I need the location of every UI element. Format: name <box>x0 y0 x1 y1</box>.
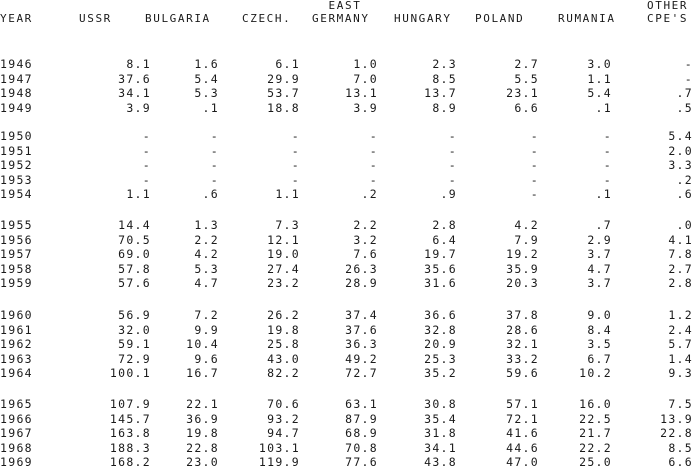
row-year: 1963 <box>0 351 33 366</box>
cell-rumania: .7 <box>595 218 612 232</box>
row-year: 1959 <box>0 276 33 291</box>
cell-other-cpes: 4.1 <box>668 232 693 247</box>
cell-poland: 47.0 <box>506 455 539 470</box>
cell-hungary: 35.2 <box>424 366 457 381</box>
cell-czech: 82.2 <box>267 366 300 381</box>
cell-hungary: 35.6 <box>424 261 457 276</box>
cell-ussr: - <box>142 158 151 173</box>
cell-east-germany: 7.0 <box>353 71 378 86</box>
header-other-cpes-line1: OTHER <box>647 0 689 12</box>
row-year: 1960 <box>0 308 33 322</box>
row-year: 1952 <box>0 158 33 173</box>
row-year: 1962 <box>0 337 33 352</box>
cell-hungary: 43.8 <box>424 455 457 470</box>
cell-other-cpes: 5.7 <box>668 337 693 352</box>
cell-other-cpes: 1.4 <box>668 351 693 366</box>
cell-czech: 23.2 <box>267 276 300 291</box>
cell-ussr: - <box>142 143 151 158</box>
cell-bulgaria: .1 <box>202 100 219 115</box>
cell-czech: - <box>291 172 300 187</box>
cell-ussr: 188.3 <box>109 440 151 455</box>
cell-poland: 19.2 <box>506 247 539 262</box>
cell-rumania: - <box>603 129 612 143</box>
header-east-germany-line2: GERMANY <box>312 12 370 25</box>
cell-ussr: 163.8 <box>109 426 151 441</box>
cell-czech: 27.4 <box>267 261 300 276</box>
cell-other-cpes: 13.9 <box>660 411 693 426</box>
cell-ussr: 14.4 <box>118 218 151 232</box>
row-year: 1967 <box>0 426 33 441</box>
cell-east-germany: 26.3 <box>345 261 378 276</box>
cell-hungary: - <box>448 143 457 158</box>
cell-poland: 32.1 <box>506 337 539 352</box>
cell-hungary: 25.3 <box>424 351 457 366</box>
cell-czech: 25.8 <box>267 337 300 352</box>
cell-rumania: 5.4 <box>587 86 612 101</box>
cell-other-cpes: .2 <box>676 172 693 187</box>
cell-other-cpes: 6.6 <box>668 455 693 470</box>
cell-bulgaria: 23.0 <box>186 455 219 470</box>
row-year: 1957 <box>0 247 33 262</box>
cell-ussr: 1.1 <box>126 187 151 202</box>
cell-bulgaria: 2.2 <box>194 232 219 247</box>
cell-czech: 103.1 <box>258 440 300 455</box>
cell-hungary: 34.1 <box>424 440 457 455</box>
row-year: 1961 <box>0 322 33 337</box>
cell-other-cpes: 22.8 <box>660 426 693 441</box>
cell-bulgaria: - <box>210 129 219 143</box>
cell-other-cpes: 9.3 <box>668 366 693 381</box>
cell-other-cpes: 2.0 <box>668 143 693 158</box>
cell-other-cpes: 3.3 <box>668 158 693 173</box>
cell-east-germany: 28.9 <box>345 276 378 291</box>
cell-poland: 6.6 <box>514 100 539 115</box>
cell-bulgaria: 5.3 <box>194 261 219 276</box>
cell-poland: 33.2 <box>506 351 539 366</box>
cell-bulgaria: - <box>210 143 219 158</box>
cell-ussr: 70.5 <box>118 232 151 247</box>
cell-hungary: 19.7 <box>424 247 457 262</box>
cell-hungary: .9 <box>440 187 457 202</box>
cell-rumania: 3.7 <box>587 247 612 262</box>
cell-bulgaria: 4.2 <box>194 247 219 262</box>
cell-east-germany: 36.3 <box>345 337 378 352</box>
cell-east-germany: 37.4 <box>345 308 378 322</box>
cell-east-germany: .2 <box>361 187 378 202</box>
cell-east-germany: 77.6 <box>345 455 378 470</box>
cell-czech: 119.9 <box>258 455 300 470</box>
cell-poland: - <box>530 129 539 143</box>
cell-rumania: 21.7 <box>579 426 612 441</box>
cell-bulgaria: 22.1 <box>186 397 219 411</box>
cell-hungary: 30.8 <box>424 397 457 411</box>
cell-hungary: - <box>448 172 457 187</box>
row-year: 1947 <box>0 71 33 86</box>
cell-rumania: 3.5 <box>587 337 612 352</box>
cell-rumania: 6.7 <box>587 351 612 366</box>
cell-ussr: 56.9 <box>118 308 151 322</box>
cell-hungary: 13.7 <box>424 86 457 101</box>
cell-poland: 57.1 <box>506 397 539 411</box>
cell-east-germany: 49.2 <box>345 351 378 366</box>
cell-ussr: 57.6 <box>118 276 151 291</box>
cell-hungary: 20.9 <box>424 337 457 352</box>
cell-poland: 23.1 <box>506 86 539 101</box>
cell-other-cpes: 5.4 <box>668 129 693 143</box>
header-bulgaria: BULGARIA <box>145 12 211 25</box>
cell-rumania: 16.0 <box>579 397 612 411</box>
header-czech: CZECH. <box>242 12 292 25</box>
cell-bulgaria: 16.7 <box>186 366 219 381</box>
cell-rumania: 3.0 <box>587 57 612 71</box>
cell-east-germany: 87.9 <box>345 411 378 426</box>
cell-bulgaria: 22.8 <box>186 440 219 455</box>
cell-other-cpes: 1.2 <box>668 308 693 322</box>
cell-ussr: - <box>142 129 151 143</box>
cell-ussr: 145.7 <box>109 411 151 426</box>
cell-bulgaria: 7.2 <box>194 308 219 322</box>
cell-ussr: 69.0 <box>118 247 151 262</box>
row-year: 1953 <box>0 172 33 187</box>
cell-rumania: 3.7 <box>587 276 612 291</box>
cell-poland: 4.2 <box>514 218 539 232</box>
cell-other-cpes: .7 <box>676 86 693 101</box>
header-rumania: RUMANIA <box>558 12 616 25</box>
cell-poland: 5.5 <box>514 71 539 86</box>
cell-rumania: .1 <box>595 187 612 202</box>
cell-other-cpes: - <box>684 71 693 86</box>
cell-czech: 94.7 <box>267 426 300 441</box>
cell-rumania: 10.2 <box>579 366 612 381</box>
cell-hungary: 2.8 <box>432 218 457 232</box>
cell-east-germany: - <box>369 143 378 158</box>
cell-rumania: 22.2 <box>579 440 612 455</box>
row-year: 1969 <box>0 455 33 470</box>
row-year: 1950 <box>0 129 33 143</box>
cell-hungary: 31.8 <box>424 426 457 441</box>
cell-ussr: 32.0 <box>118 322 151 337</box>
cell-hungary: 2.3 <box>432 57 457 71</box>
cell-ussr: 3.9 <box>126 100 151 115</box>
cell-rumania: 2.9 <box>587 232 612 247</box>
cell-czech: 70.6 <box>267 397 300 411</box>
row-year: 1946 <box>0 57 33 71</box>
cell-east-germany: 7.6 <box>353 247 378 262</box>
cell-east-germany: 13.1 <box>345 86 378 101</box>
cell-ussr: 168.2 <box>109 455 151 470</box>
cell-czech: 19.0 <box>267 247 300 262</box>
cell-czech: - <box>291 129 300 143</box>
cell-czech: 12.1 <box>267 232 300 247</box>
cell-bulgaria: 1.3 <box>194 218 219 232</box>
cell-rumania: - <box>603 172 612 187</box>
cell-czech: 1.1 <box>275 187 300 202</box>
cell-bulgaria: 9.6 <box>194 351 219 366</box>
cell-rumania: - <box>603 143 612 158</box>
cell-east-germany: - <box>369 172 378 187</box>
cell-rumania: 25.0 <box>579 455 612 470</box>
row-year: 1951 <box>0 143 33 158</box>
cell-other-cpes: 2.4 <box>668 322 693 337</box>
row-year: 1954 <box>0 187 33 202</box>
row-year: 1965 <box>0 397 33 411</box>
cell-hungary: 6.4 <box>432 232 457 247</box>
cell-other-cpes: .0 <box>676 218 693 232</box>
cell-bulgaria: .6 <box>202 187 219 202</box>
cell-east-germany: 1.0 <box>353 57 378 71</box>
cell-poland: 44.6 <box>506 440 539 455</box>
cell-poland: - <box>530 158 539 173</box>
cell-czech: 19.8 <box>267 322 300 337</box>
cell-hungary: - <box>448 129 457 143</box>
row-year: 1958 <box>0 261 33 276</box>
cell-poland: 35.9 <box>506 261 539 276</box>
cell-czech: 43.0 <box>267 351 300 366</box>
cell-rumania: 8.4 <box>587 322 612 337</box>
cell-bulgaria: 10.4 <box>186 337 219 352</box>
cell-bulgaria: - <box>210 172 219 187</box>
cell-czech: 6.1 <box>275 57 300 71</box>
header-year: YEAR <box>0 12 33 25</box>
cell-other-cpes: .5 <box>676 100 693 115</box>
cell-czech: - <box>291 143 300 158</box>
cell-poland: 37.8 <box>506 308 539 322</box>
cell-poland: - <box>530 172 539 187</box>
cell-bulgaria: 4.7 <box>194 276 219 291</box>
cell-hungary: 8.9 <box>432 100 457 115</box>
row-year: 1964 <box>0 366 33 381</box>
cell-other-cpes: 8.5 <box>668 440 693 455</box>
cell-rumania: .1 <box>595 100 612 115</box>
cell-hungary: - <box>448 158 457 173</box>
cell-bulgaria: 1.6 <box>194 57 219 71</box>
cell-east-germany: 3.2 <box>353 232 378 247</box>
cell-ussr: 8.1 <box>126 57 151 71</box>
row-year: 1966 <box>0 411 33 426</box>
cell-rumania: - <box>603 158 612 173</box>
cell-hungary: 35.4 <box>424 411 457 426</box>
cell-czech: 18.8 <box>267 100 300 115</box>
cell-czech: 7.3 <box>275 218 300 232</box>
header-hungary: HUNGARY <box>394 12 452 25</box>
cell-poland: 41.6 <box>506 426 539 441</box>
cell-poland: - <box>530 187 539 202</box>
cell-east-germany: 63.1 <box>345 397 378 411</box>
cell-ussr: 34.1 <box>118 86 151 101</box>
cell-poland: 20.3 <box>506 276 539 291</box>
row-year: 1955 <box>0 218 33 232</box>
row-year: 1956 <box>0 232 33 247</box>
cell-hungary: 36.6 <box>424 308 457 322</box>
cell-czech: 29.9 <box>267 71 300 86</box>
cell-ussr: 107.9 <box>109 397 151 411</box>
cell-rumania: 4.7 <box>587 261 612 276</box>
cell-ussr: - <box>142 172 151 187</box>
cell-other-cpes: - <box>684 57 693 71</box>
cell-ussr: 59.1 <box>118 337 151 352</box>
cell-hungary: 8.5 <box>432 71 457 86</box>
cell-bulgaria: 19.8 <box>186 426 219 441</box>
cell-poland: 28.6 <box>506 322 539 337</box>
cell-bulgaria: 5.3 <box>194 86 219 101</box>
header-other-cpes-line2: CPE'S <box>647 12 689 25</box>
cell-east-germany: 68.9 <box>345 426 378 441</box>
cell-poland: 59.6 <box>506 366 539 381</box>
cell-ussr: 37.6 <box>118 71 151 86</box>
cell-other-cpes: .6 <box>676 187 693 202</box>
cell-east-germany: - <box>369 129 378 143</box>
cell-czech: - <box>291 158 300 173</box>
row-year: 1968 <box>0 440 33 455</box>
cell-rumania: 9.0 <box>587 308 612 322</box>
header-poland: POLAND <box>475 12 525 25</box>
cell-poland: 7.9 <box>514 232 539 247</box>
cell-hungary: 32.8 <box>424 322 457 337</box>
cell-other-cpes: 2.8 <box>668 276 693 291</box>
row-year: 1949 <box>0 100 33 115</box>
header-east-germany-line1: EAST <box>328 0 362 12</box>
cell-east-germany: 3.9 <box>353 100 378 115</box>
cell-bulgaria: - <box>210 158 219 173</box>
cell-czech: 93.2 <box>267 411 300 426</box>
cell-poland: 72.1 <box>506 411 539 426</box>
cell-bulgaria: 5.4 <box>194 71 219 86</box>
cell-east-germany: 37.6 <box>345 322 378 337</box>
cell-rumania: 1.1 <box>587 71 612 86</box>
cell-czech: 53.7 <box>267 86 300 101</box>
cell-hungary: 31.6 <box>424 276 457 291</box>
cell-east-germany: 70.8 <box>345 440 378 455</box>
cell-other-cpes: 2.7 <box>668 261 693 276</box>
cell-poland: 2.7 <box>514 57 539 71</box>
cell-czech: 26.2 <box>267 308 300 322</box>
header-ussr: USSR <box>79 12 112 25</box>
cell-bulgaria: 36.9 <box>186 411 219 426</box>
cell-rumania: 22.5 <box>579 411 612 426</box>
cell-ussr: 57.8 <box>118 261 151 276</box>
cell-east-germany: 2.2 <box>353 218 378 232</box>
cell-ussr: 100.1 <box>109 366 151 381</box>
cell-other-cpes: 7.5 <box>668 397 693 411</box>
cell-poland: - <box>530 143 539 158</box>
cell-other-cpes: 7.8 <box>668 247 693 262</box>
row-year: 1948 <box>0 86 33 101</box>
cell-east-germany: 72.7 <box>345 366 378 381</box>
cell-ussr: 72.9 <box>118 351 151 366</box>
cell-east-germany: - <box>369 158 378 173</box>
cell-bulgaria: 9.9 <box>194 322 219 337</box>
